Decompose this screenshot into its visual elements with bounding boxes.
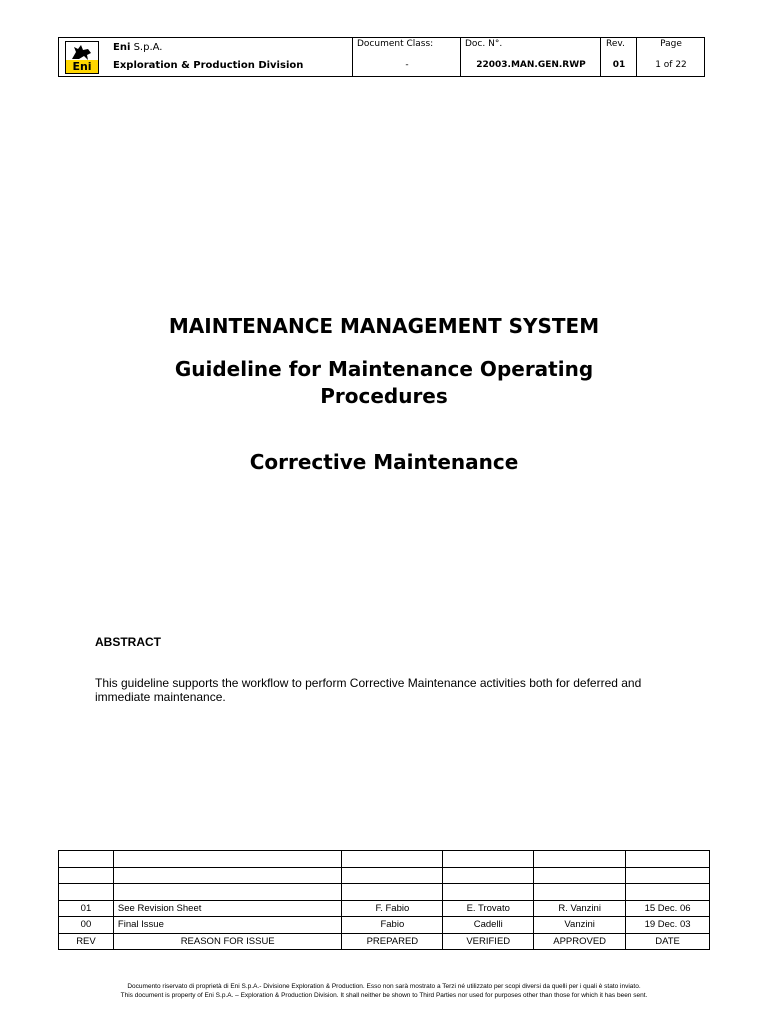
logo-wordmark: Eni <box>66 60 98 73</box>
column-header-reason: REASON FOR ISSUE <box>113 933 342 950</box>
dog-icon <box>70 43 94 61</box>
column-header-date: DATE <box>626 933 710 950</box>
reason-cell: Final Issue <box>113 917 342 934</box>
page-cell <box>636 38 704 76</box>
verified-cell: Cadelli <box>443 917 534 934</box>
column-header-verified: VERIFIED <box>443 933 534 950</box>
table-row <box>59 900 710 917</box>
table-row <box>59 851 710 868</box>
column-header-approved: APPROVED <box>534 933 626 950</box>
rev-cell <box>600 38 636 76</box>
approved-cell: Vanzini <box>534 917 626 934</box>
doc-class-value: - <box>405 60 409 70</box>
main-title: MAINTENANCE MANAGEMENT SYSTEM <box>168 314 600 338</box>
logo-cell <box>59 38 109 76</box>
rev-cell: 00 <box>59 917 114 934</box>
prepared-cell: F. Fabio <box>342 900 443 917</box>
confidentiality-footer <box>0 982 768 1000</box>
rev-value: 01 <box>612 60 626 70</box>
date-cell: 19 Dec. 03 <box>626 917 710 934</box>
table-row <box>59 917 710 934</box>
verified-cell: E. Trovato <box>443 900 534 917</box>
subtitle: Guideline for Maintenance Operating Procedures <box>174 357 594 408</box>
doc-class-label: Document Class: <box>357 39 434 49</box>
abstract-heading: ABSTRACT <box>95 635 161 649</box>
footer-line-italian: Documento riservato di proprietà di Eni S.p.A.- Divisione Exploration & Production. Esso non sarà mostrato a Terzi né utilizzato per scopi diversi da quelli per i quali è stato inviato. <box>127 983 641 990</box>
column-header-prepared: PREPARED <box>342 933 443 950</box>
table-header-row <box>59 933 710 950</box>
document-header <box>58 37 705 77</box>
date-cell: 15 Dec. 06 <box>626 900 710 917</box>
eni-logo <box>65 41 99 74</box>
prepared-cell: Fabio <box>342 917 443 934</box>
doc-class-cell <box>352 38 460 76</box>
topic-title: Corrective Maintenance <box>249 450 519 474</box>
revision-table <box>58 850 710 950</box>
column-header-rev: REV <box>59 933 114 950</box>
rev-label: Rev. <box>606 39 625 49</box>
rev-cell: 01 <box>59 900 114 917</box>
doc-number-label: Doc. N°. <box>465 39 503 49</box>
company-cell <box>109 38 352 76</box>
division-name: Exploration & Production Division <box>113 60 304 71</box>
footer-line-english: This document is property of Eni S.p.A. – Exploration & Production Division. It shall neither be shown to Third Parties nor used for purposes other than those for which it has been sent. <box>120 992 648 999</box>
page-value: 1 of 22 <box>655 60 687 70</box>
company-name: Eni S.p.A. <box>113 42 163 53</box>
abstract-text: This guideline supports the workflow to perform Corrective Maintenance activities both for deferred and immediate maintenance. <box>95 676 642 704</box>
approved-cell: R. Vanzini <box>534 900 626 917</box>
doc-number-value: 22003.MAN.GEN.RWP <box>476 60 586 70</box>
table-row <box>59 867 710 884</box>
doc-number-cell <box>460 38 600 76</box>
page-label: Page <box>660 39 682 49</box>
reason-cell: See Revision Sheet <box>113 900 342 917</box>
table-row <box>59 884 710 901</box>
